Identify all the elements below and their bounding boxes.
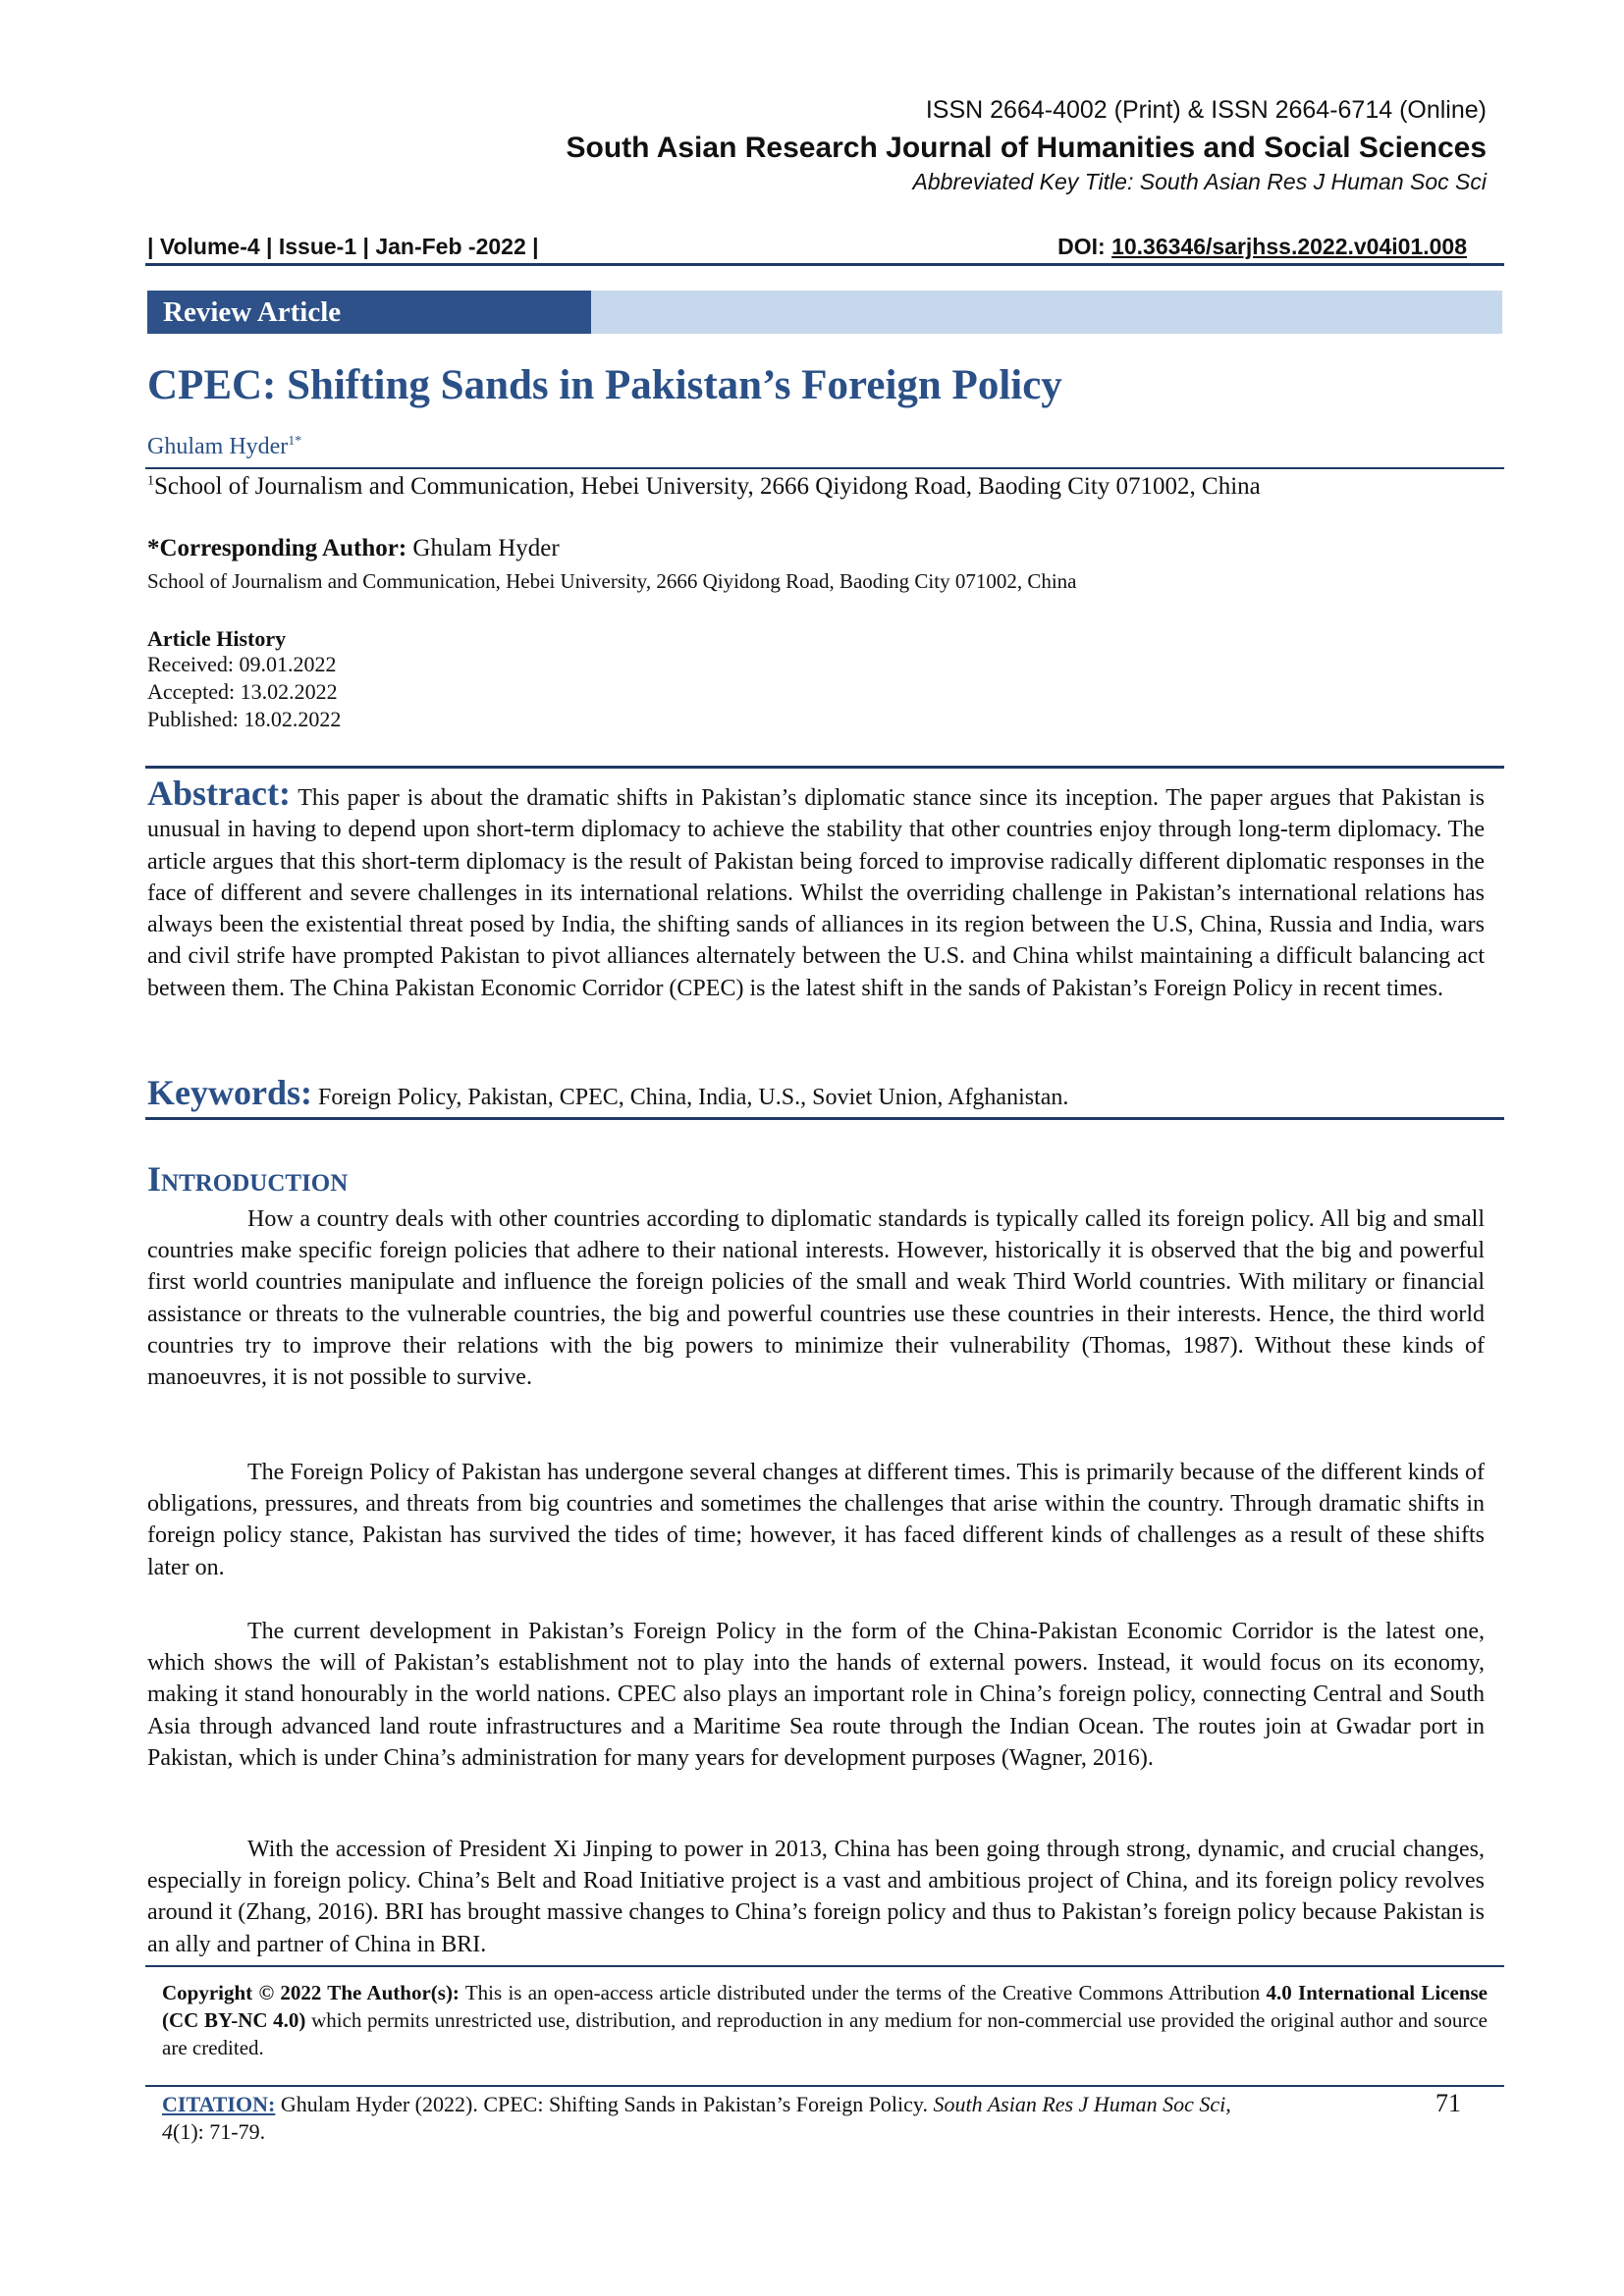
- abstract-text: This paper is about the dramatic shifts in Pakistan’s diplomatic stance since its inception. The paper argues that Pakistan is unusual in having to depend upon short-term diplomacy to achieve the stability that other countries enjoy through long-term diplomacy. The article argues that this short-term diplomacy is the result of Pakistan being forced to improvise radically different diplomatic responses in the face of different and severe challenges in its international relations. Whilst the overriding challenge in Pakistan’s international relations has always been the existential threat posed by India, the shifting sands of alliances in its region between the U.S, China, Russia and India, wars and civil strife have prompted Pakistan to pivot alliances alternately between the U.S. and China whilst maintaining a difficult balancing act between them. The China Pakistan Economic Corridor (CPEC) is the latest shift in the sands of Pakistan’s Foreign Policy in recent times.: [147, 785, 1485, 1001]
- abstract: [147, 774, 1485, 1004]
- history-received: Received: 09.01.2022: [147, 652, 337, 676]
- history-accepted: Accepted: 13.02.2022: [147, 679, 338, 704]
- abstract-heading: Abstract:: [147, 774, 291, 813]
- abstract-bottom-rule: [145, 1117, 1504, 1120]
- license-name: 4.0 International License (CC BY-NC 4.0): [162, 1981, 1488, 2032]
- author-line: [147, 434, 301, 460]
- keywords-text: Foreign Policy, Pakistan, CPEC, China, India, U.S., Soviet Union, Afghanistan.: [311, 1085, 1069, 1110]
- history-heading: Article History: [147, 626, 287, 651]
- citation-volume: 4: [162, 2119, 173, 2144]
- citation-text: Ghulam Hyder (2022). CPEC: Shifting Sands in Pakistan’s Foreign Policy.: [275, 2092, 934, 2116]
- affiliation: [147, 473, 1261, 501]
- citation-label: CITATION:: [162, 2092, 276, 2116]
- intro-paragraph-4: With the accession of President Xi Jinping to power in 2013, China has been going through strong, dynamic, and crucial changes, especially in foreign policy. China’s Belt and Road Initiative project is a vast and ambitious project of China, and its foreign policy revolves around it (Zhang, 2016). BRI has brought massive changes to China’s foreign policy and thus to Pakistan’s foreign policy because Pakistan is an ally and partner of China in BRI.: [147, 1837, 1485, 1957]
- keywords-heading: Keywords:: [147, 1073, 312, 1112]
- corr-address: School of Journalism and Communication, Hebei University, 2666 Qiyidong Road, Baoding City 071002, China: [147, 569, 1077, 593]
- volume-issue: | Volume-4 | Issue-1 | Jan-Feb -2022 |: [147, 234, 539, 259]
- copyright-notice: [162, 1979, 1488, 2061]
- article-type-label: Review Article: [147, 291, 591, 334]
- corr-name: Ghulam Hyder: [406, 535, 560, 561]
- doi-label: DOI:: [1057, 234, 1112, 259]
- copyright-rule: [145, 1965, 1504, 1967]
- header-rule: [145, 263, 1504, 266]
- doi-link[interactable]: 10.36346/sarjhss.2022.v04i01.008: [1111, 234, 1467, 259]
- intro-paragraph-3: The current development in Pakistan’s Foreign Policy in the form of the China-Pakistan Economic Corridor is the latest one, which shows the will of Pakistan’s establishment not to play into the hands of external powers. Instead, it would focus on its economy, making it stand honourably in the world nations. CPEC also plays an important role in China’s foreign policy, connecting Central and South Asia through advanced land route infrastructures and a Maritime Sea route through the Indian Ocean. The routes join at Gwadar port in Pakistan, which is under China’s administration for many years for development purposes (Wagner, 2016).: [147, 1619, 1485, 1771]
- citation-journal: South Asian Res J Human Soc Sci,: [933, 2092, 1231, 2116]
- abbreviated-title: Abbreviated Key Title: South Asian Res J Human Soc Sci: [912, 169, 1487, 194]
- history-published: Published: 18.02.2022: [147, 707, 342, 731]
- citation: [162, 2091, 1389, 2146]
- copyright-label: Copyright © 2022 The Author(s):: [162, 1981, 460, 2004]
- keywords: [147, 1072, 1485, 1113]
- corresponding-author: [147, 535, 560, 562]
- article-title: CPEC: Shifting Sands in Pakistan’s Foreign Policy: [147, 362, 1062, 408]
- issn-line: ISSN 2664-4002 (Print) & ISSN 2664-6714 (Online): [925, 96, 1487, 124]
- copyright-tail: which permits unrestricted use, distribution, and reproduction in any medium for non-commercial use provided the original author and source are credited.: [162, 2008, 1488, 2059]
- affiliation-rule: [145, 467, 1504, 469]
- abstract-top-rule: [145, 766, 1504, 769]
- introduction-heading: Introduction: [147, 1159, 349, 1199]
- author-name: Ghulam Hyder: [147, 434, 289, 459]
- intro-paragraph-1: How a country deals with other countries according to diplomatic standards is typically called its foreign policy. All big and small countries make specific foreign policies that adhere to their national interests. However, historically it is observed that the big and powerful first world countries manipulate and influence the foreign policies of the small and weak Third World countries. With military or financial assistance or threats to the vulnerable countries, the big and powerful countries use these countries in their interests. Hence, the third world countries try to improve their relations with the big powers to minimize their vulnerability (Thomas, 1987). Without these kinds of manoeuvres, it is not possible to survive.: [147, 1206, 1485, 1391]
- citation-tail: (1): 71-79.: [173, 2119, 266, 2144]
- corr-label: *Corresponding Author:: [147, 535, 407, 561]
- affiliation-text: School of Journalism and Communication, Hebei University, 2666 Qiyidong Road, Baoding City 071002, China: [154, 473, 1261, 500]
- intro-paragraph-2: The Foreign Policy of Pakistan has undergone several changes at different times. This is primarily because of the different kinds of obligations, pressures, and threats from big countries and sometimes the challenges that arise within the country. Through dramatic shifts in foreign policy stance, Pakistan has survived the tides of time; however, it has faced different kinds of challenges as a result of these shifts later on.: [147, 1460, 1485, 1580]
- doi-line: [1057, 234, 1467, 260]
- citation-rule: [145, 2085, 1504, 2087]
- affil-sup: 1: [147, 473, 154, 489]
- author-sup: 1*: [288, 434, 302, 449]
- page-number: 71: [1435, 2089, 1461, 2117]
- journal-name: South Asian Research Journal of Humanities and Social Sciences: [566, 132, 1487, 164]
- copyright-text: This is an open-access article distributed under the terms of the Creative Commons Attribution: [459, 1981, 1267, 2004]
